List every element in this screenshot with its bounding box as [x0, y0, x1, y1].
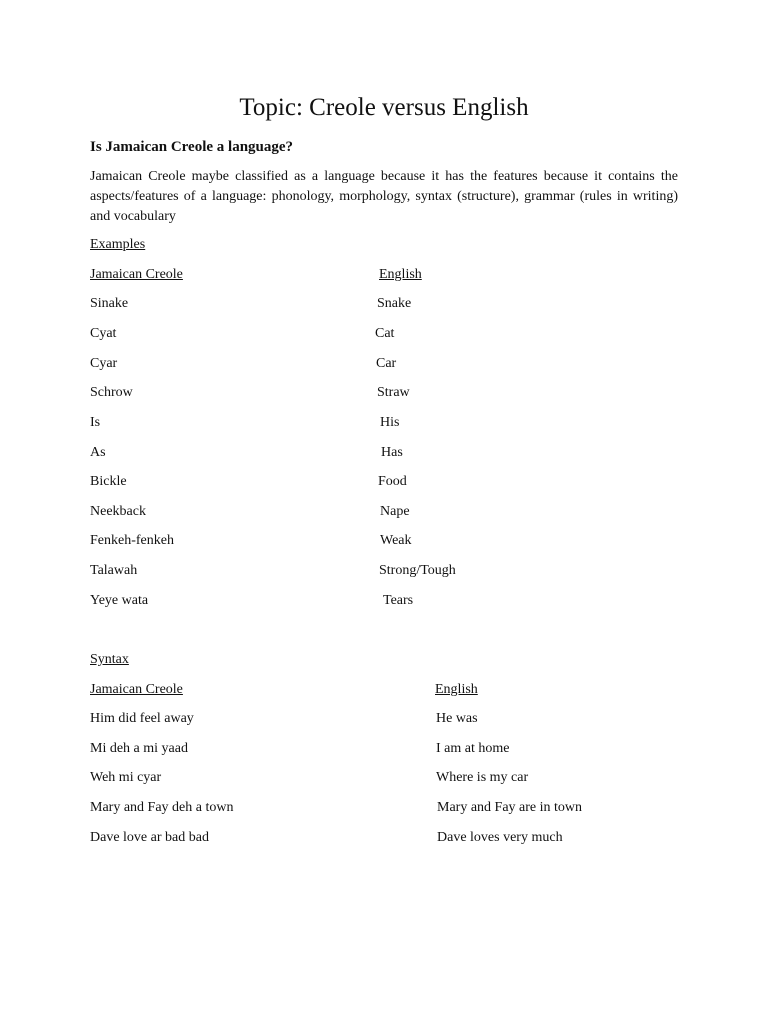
example-row-creole: Sinake — [90, 296, 129, 311]
syntax-row-creole: Him did feel away — [90, 711, 194, 726]
examples-col-creole: Jamaican Creole — [90, 267, 183, 282]
example-row-creole: Yeye wata — [90, 593, 149, 608]
syntax-row-english: Dave loves very much — [437, 830, 563, 845]
syntax-col-english: English — [435, 682, 478, 697]
example-row-english: His — [380, 415, 400, 430]
example-row-creole: Schrow — [90, 385, 133, 400]
example-row-english: Has — [381, 445, 403, 460]
example-row-creole: Neekback — [90, 504, 146, 519]
examples-col-english: English — [379, 267, 422, 282]
example-row-english: Strong/Tough — [379, 563, 456, 578]
examples-label: Examples — [90, 237, 146, 252]
syntax-row-english: Where is my car — [436, 770, 529, 785]
page-title: Topic: Creole versus English — [239, 94, 529, 121]
syntax-row-creole: Mary and Fay deh a town — [90, 800, 234, 815]
example-row-english: Straw — [377, 385, 410, 400]
example-row-english: Car — [376, 356, 397, 371]
syntax-row-creole: Weh mi cyar — [90, 770, 162, 785]
example-row-creole: As — [90, 445, 106, 460]
example-row-english: Food — [378, 474, 407, 489]
syntax-row-english: Mary and Fay are in town — [437, 800, 583, 815]
example-row-english: Cat — [375, 326, 395, 341]
example-row-creole: Cyat — [90, 326, 117, 341]
example-row-english: Weak — [380, 533, 412, 548]
example-row-creole: Fenkeh-fenkeh — [90, 533, 174, 548]
example-row-creole: Cyar — [90, 356, 118, 371]
example-row-creole: Is — [90, 415, 101, 430]
example-row-creole: Bickle — [90, 474, 127, 489]
syntax-col-creole: Jamaican Creole — [90, 682, 183, 697]
syntax-label: Syntax — [90, 652, 129, 667]
syntax-row-english: He was — [436, 711, 478, 726]
syntax-row-creole: Mi deh a mi yaad — [90, 741, 188, 756]
example-row-english: Tears — [383, 593, 414, 608]
syntax-row-creole: Dave love ar bad bad — [90, 830, 209, 845]
question-heading: Is Jamaican Creole a language? — [90, 139, 294, 155]
intro-paragraph: Jamaican Creole maybe classified as a language because it has the features because it contains the aspects/features of a language: phonology, morphology, syntax (structure), grammar (rules in writing) and vocabulary — [90, 169, 678, 224]
example-row-english: Nape — [380, 504, 410, 519]
example-row-creole: Talawah — [90, 563, 138, 578]
syntax-row-english: I am at home — [436, 741, 510, 756]
example-row-english: Snake — [377, 296, 412, 311]
